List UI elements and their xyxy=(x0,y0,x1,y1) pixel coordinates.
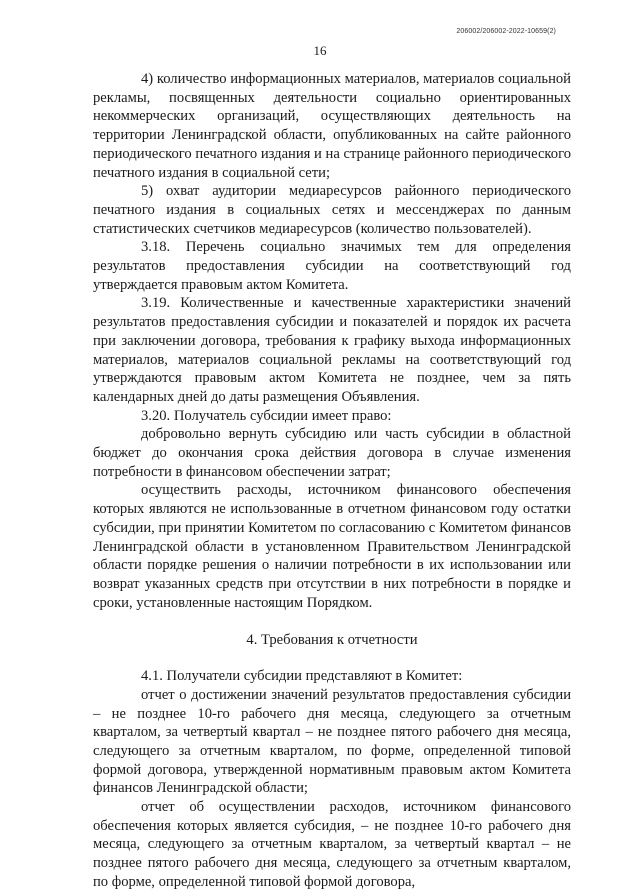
paragraph-3-20: 3.20. Получатель субсидии имеет право: xyxy=(141,407,392,424)
paragraph-right-spend-remainder: осуществить расходы, источником финансового обеспечения которых являются не использованные в отчетном финансовом году остатки субсидии, при принятии Комитетом по согласованию с Комитетом финансов Ленинградской области в установленном Правительством Ленинградской области порядке решения о наличии потребности в их использовании или возврат указанных средств при отсутствии в них потребности в порядке и сроки, установленные настоящим Порядком. xyxy=(93,482,571,611)
page-number: 16 xyxy=(313,43,327,58)
page-body xyxy=(93,70,571,892)
paragraph-report-results: отчет о достижении значений результатов предоставления субсидии – не позднее 10-го рабочего дня месяца, следующего за отчетным кварталом, за четвертый квартал – не позднее пятого рабочего дня месяца, следующего за отчетным кварталом, по форме, определенной типовой формой договора, утвержденной нормативным правовым актом Комитета финансов Ленинградской области; xyxy=(93,686,571,797)
document-registration-code: 206002/206002-2022-10659(2) xyxy=(456,28,556,35)
paragraph-3-18: 3.18. Перечень социально значимых тем для определения результатов предоставления субсидии на соответствующий год утверждается правовым актом Комитета. xyxy=(93,239,571,293)
paragraph-right-return-subsidy: добровольно вернуть субсидию или часть субсидии в областной бюджет до окончания срока действия договора в случае изменения потребности в финансовом обеспечении затрат; xyxy=(93,426,571,480)
paragraph-3-19: 3.19. Количественные и качественные характеристики значений результатов предоставления субсидии и показателей и порядок их расчета при заключении договора, требования к графику выхода информационных материалов, материалов социальной рекламы на соответствующий год утверждаются правовым актом Комитета не позднее, чем за пять календарных дней до даты размещения Объявления. xyxy=(93,295,571,405)
paragraph-item-4: 4) количество информационных материалов, материалов социальной рекламы, посвященных деятельности социально ориентированных некоммерческих организаций, осуществляющих деятельность на территории Ленинградской области, опубликованных на сайте районного периодического печатного издания и на странице районного периодического печатного издания в социальной сети; xyxy=(93,71,571,181)
section-heading-reporting: 4. Требования к отчетности xyxy=(246,632,418,649)
paragraph-item-5: 5) охват аудитории медиаресурсов районного периодического печатного издания в социальных сетях и мессенджерах по данным статистических счетчиков медиаресурсов (количество пользователей). xyxy=(93,183,571,237)
paragraph-report-expenses: отчет об осуществлении расходов, источником финансового обеспечения которых является субсидия, – не позднее 10-го рабочего дня месяца, следующего за отчетным кварталом, за четвертый квартал – не позднее пятого рабочего дня месяца, следующего за отчетным кварталом, по форме, определенной типовой формой договора, xyxy=(93,799,571,890)
paragraph-4-1: 4.1. Получатели субсидии представляют в Комитет: xyxy=(141,668,463,685)
